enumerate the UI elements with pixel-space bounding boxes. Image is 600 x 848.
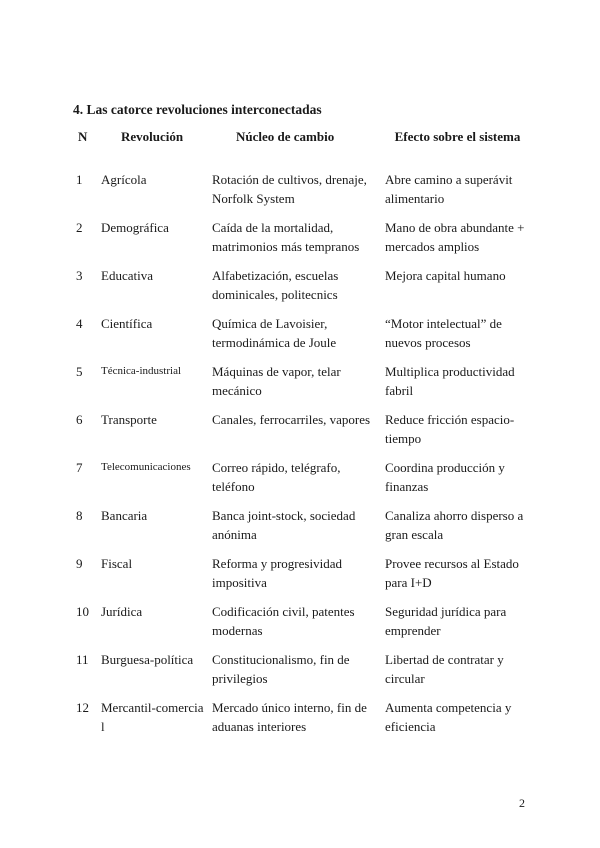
row-number: 5 — [76, 364, 83, 379]
table-row — [72, 152, 534, 208]
table-header-row — [72, 124, 534, 152]
header-effect: Efecto sobre el sistema — [394, 129, 521, 144]
page-number: 2 — [519, 796, 525, 810]
header-revolution: Revolución — [120, 129, 184, 144]
row-revolution: Burguesa-política — [101, 652, 194, 667]
row-revolution: Transporte — [101, 412, 157, 427]
row-revolution: Agrícola — [101, 172, 147, 187]
table-row — [72, 304, 534, 352]
row-core: Correo rápido, telégrafo, teléfono — [212, 460, 341, 494]
table-row — [72, 448, 534, 496]
table-row — [72, 592, 534, 640]
row-number: 9 — [76, 556, 83, 571]
row-effect: Coordina producción y finanzas — [385, 460, 505, 494]
row-number: 10 — [76, 604, 89, 619]
table-row — [72, 208, 534, 256]
row-core: Codificación civil, patentes modernas — [212, 604, 355, 638]
row-core: Canales, ferrocarriles, vapores — [212, 412, 371, 427]
table-row — [72, 496, 534, 544]
table-row — [72, 544, 534, 592]
header-core: Núcleo de cambio — [236, 129, 335, 144]
table-row — [72, 256, 534, 304]
row-effect: Aumenta competencia y eficiencia — [385, 700, 512, 734]
row-effect: Libertad de contratar y circular — [385, 652, 504, 686]
revolutions-table — [72, 124, 534, 736]
row-revolution: Mercantil-comercial — [101, 700, 204, 734]
row-effect: Mano de obra abundante + mercados amplios — [385, 220, 525, 254]
row-effect: Multiplica productividad fabril — [385, 364, 515, 398]
table-row — [72, 640, 534, 688]
section-title: 4. Las catorce revoluciones interconectadas — [73, 102, 322, 117]
row-revolution: Jurídica — [101, 604, 143, 619]
row-core: Constitucionalismo, fin de privilegios — [212, 652, 350, 686]
row-revolution: Técnica-industrial — [101, 365, 182, 377]
row-revolution: Científica — [101, 316, 153, 331]
row-number: 6 — [76, 412, 83, 427]
row-number: 12 — [76, 700, 89, 715]
row-core: Reforma y progresividad impositiva — [212, 556, 342, 590]
row-core: Caída de la mortalidad, matrimonios más tempranos — [212, 220, 360, 254]
row-revolution: Bancaria — [101, 508, 148, 523]
header-n: N — [78, 129, 88, 144]
row-number: 8 — [76, 508, 83, 523]
row-revolution: Educativa — [101, 268, 153, 283]
row-number: 11 — [76, 652, 89, 667]
row-effect: Reduce fricción espacio-tiempo — [385, 412, 515, 446]
row-number: 7 — [76, 460, 83, 475]
table-row — [72, 688, 534, 736]
row-number: 1 — [76, 172, 83, 187]
row-number: 3 — [76, 268, 83, 283]
row-revolution: Telecomunicaciones — [101, 461, 191, 473]
row-core: Mercado único interno, fin de aduanas interiores — [212, 700, 367, 734]
row-revolution: Demográfica — [101, 220, 169, 235]
table-row — [72, 352, 534, 400]
row-core: Rotación de cultivos, drenaje, Norfolk System — [212, 172, 367, 206]
table-row — [72, 400, 534, 448]
row-core: Banca joint-stock, sociedad anónima — [212, 508, 356, 542]
row-effect: Mejora capital humano — [385, 268, 506, 283]
row-effect: Seguridad jurídica para emprender — [385, 604, 507, 638]
row-number: 4 — [76, 316, 83, 331]
row-effect: Provee recursos al Estado para I+D — [385, 556, 519, 590]
row-core: Alfabetización, escuelas dominicales, politecnics — [212, 268, 339, 302]
row-number: 2 — [76, 220, 83, 235]
row-core: Química de Lavoisier, termodinámica de Joule — [212, 316, 337, 350]
row-revolution: Fiscal — [101, 556, 133, 571]
row-core: Máquinas de vapor, telar mecánico — [212, 364, 341, 398]
row-effect: Canaliza ahorro disperso a gran escala — [385, 508, 524, 542]
row-effect: Abre camino a superávit alimentario — [385, 172, 513, 206]
row-effect: “Motor intelectual” de nuevos procesos — [385, 316, 502, 350]
